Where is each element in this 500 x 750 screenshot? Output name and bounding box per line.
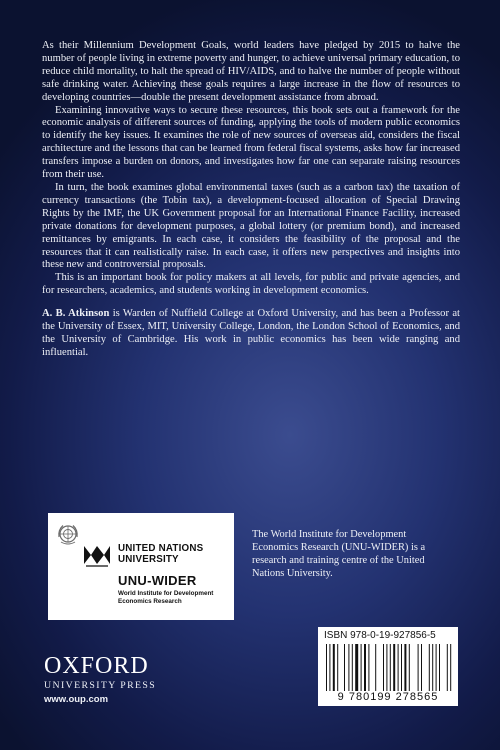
- isbn-text: ISBN 978-0-19-927856-5: [324, 630, 436, 641]
- isbn-barcode: [318, 627, 458, 706]
- barcode-stripe: [439, 644, 440, 691]
- wider-subtitle-line-2: Economics Research: [118, 598, 182, 605]
- barcode-stripe: [368, 644, 369, 691]
- barcode-stripe: [436, 644, 437, 691]
- barcode-bars: [326, 644, 452, 691]
- publisher-url: www.oup.com: [44, 694, 109, 705]
- barcode-stripe: [432, 644, 433, 691]
- barcode-stripe: [421, 644, 422, 691]
- barcode-stripe: [344, 644, 345, 691]
- barcode-stripe: [352, 644, 353, 691]
- barcode-stripe: [329, 644, 330, 691]
- barcode-stripe: [355, 644, 358, 691]
- barcode-stripe: [429, 644, 430, 691]
- unu-wider-subtitle: [118, 590, 213, 606]
- barcode-stripe: [398, 644, 399, 691]
- wider-subtitle-line-1: World Institute for Development: [118, 590, 214, 597]
- barcode-stripe: [386, 644, 387, 691]
- barcode-stripe: [375, 644, 376, 691]
- barcode-stripe: [361, 644, 362, 691]
- barcode-digits: 9 780199 278565: [337, 691, 439, 703]
- author-bio-text: is Warden of Nuffield College at Oxford University, and has been a Professor at the University of Essex, MIT, University College, London, the London School of Economics, and the University of Cambridge. His work in public economics has been wide ranging and influential.: [42, 308, 460, 358]
- publisher-logo: [44, 654, 156, 705]
- unu-name-line-1: UNITED NATIONS: [118, 543, 204, 554]
- blurb-paragraph-2: Examining innovative ways to secure these resources, this book sets out a framework for the economic analysis of different sources of funding, applying the tools of modern public economics to identify the key issues. It examines the role of new sources of overseas aid, considers the fiscal architecture and the lessons that can be learned from federal fiscal systems, asks how far increased transfers impose a burden on donors, and investigates how far one can separate raising resources from their use.: [42, 104, 460, 181]
- un-emblem-icon: [56, 522, 80, 546]
- unu-mark-icon: [82, 542, 112, 568]
- publisher-name: OXFORD: [44, 653, 149, 679]
- back-cover-blurb: [42, 40, 460, 360]
- barcode-stripe: [450, 644, 451, 691]
- barcode-stripe: [393, 644, 395, 691]
- barcode-stripe: [409, 644, 410, 691]
- barcode-stripe: [326, 644, 327, 691]
- barcode-stripe: [348, 644, 349, 691]
- barcode-stripe: [390, 644, 391, 691]
- author-bio: [42, 308, 460, 360]
- unu-wider-description: The World Institute for Development Economics Research (UNU-WIDER) is a research and training centre of the United Nations University.: [252, 529, 426, 579]
- unu-name: [118, 543, 203, 565]
- barcode-stripe: [364, 644, 366, 691]
- blurb-paragraph-3: In turn, the book examines global environmental taxes (such as a carbon tax) the taxation of currency transactions (the Tobin tax), a development-focused allocation of Special Drawing Rights by the IMF, the UK Government proposal for an International Finance Facility, increased private donations for development purposes, a global lottery (or premium bond), and increased remittances by emigrants. In each case, it considers the feasibility of the proposal and the resources that it can realistically raise. In each case, it offers new perspectives and insights into these new and controversial proposals.: [42, 181, 460, 271]
- barcode-stripe: [447, 644, 448, 691]
- blurb-paragraph-1: As their Millennium Development Goals, world leaders have pledged by 2015 to halve the number of people living in extreme poverty and hunger, to achieve universal primary education, to reduce child mortality, to halt the spread of HIV/AIDS, and to halve the number of people without safe drinking water. Achieving these goals requires a large increase in the flow of resources to developing countries—double the present development assistance from abroad.: [42, 40, 460, 103]
- barcode-stripe: [404, 644, 406, 691]
- barcode-stripe: [337, 644, 338, 691]
- unu-wider-title: UNU-WIDER: [118, 573, 197, 588]
- unu-wider-logo-box: [48, 513, 234, 620]
- publisher-press: UNIVERSITY PRESS: [44, 680, 157, 691]
- author-name: A. B. Atkinson: [42, 308, 110, 320]
- unu-name-line-2: UNIVERSITY: [118, 554, 179, 565]
- barcode-stripe: [333, 644, 335, 691]
- barcode-stripe: [401, 644, 402, 691]
- barcode-stripe: [418, 644, 419, 691]
- blurb-paragraph-4: This is an important book for policy makers at all levels, for public and private agencies, and for researchers, academics, and students working in development economics.: [42, 272, 460, 297]
- barcode-stripe: [383, 644, 384, 691]
